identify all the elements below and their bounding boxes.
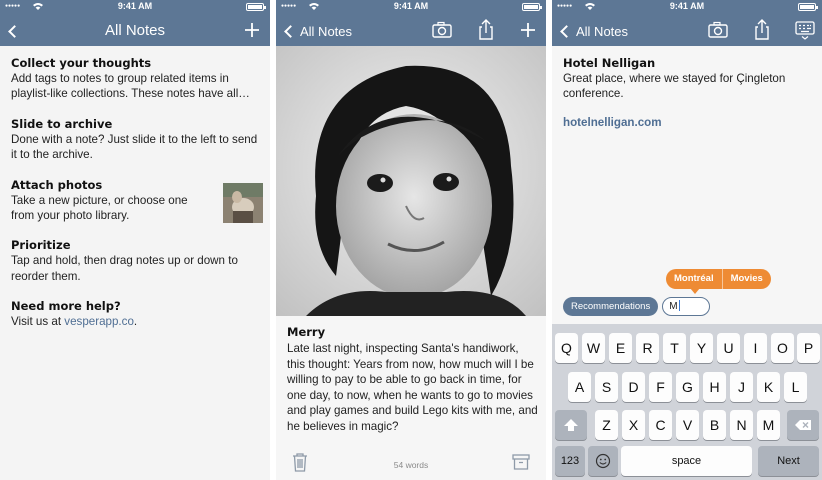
shift-arrow-icon <box>563 418 579 432</box>
note-title: Slide to archive <box>11 116 113 131</box>
archive-icon[interactable] <box>512 454 530 470</box>
note-detail-screen <box>276 0 546 480</box>
text-caret <box>679 300 680 311</box>
note-preview: Add tags to notes to group related items in playlist-like collections. These notes have all… <box>11 72 250 101</box>
camera-icon[interactable] <box>430 18 454 42</box>
popup-pointer <box>690 288 700 294</box>
key-n[interactable]: N <box>730 410 753 440</box>
key-o[interactable]: O <box>771 333 794 363</box>
share-icon[interactable] <box>750 18 774 42</box>
note-title: Need more help? <box>11 299 121 314</box>
keyboard-dismiss-icon[interactable] <box>793 18 817 42</box>
note-body: Great place, where we stayed for Çingleton conference. <box>563 72 786 101</box>
back-label: All Notes <box>300 23 353 39</box>
list-item[interactable] <box>11 298 261 329</box>
key-p[interactable]: P <box>797 333 820 363</box>
note-title: Hotel Nelligan <box>563 56 656 70</box>
keyboard <box>552 324 822 480</box>
signal-icon: ●●●●● <box>281 3 297 9</box>
status-bar <box>276 0 546 14</box>
space-key[interactable]: space <box>621 446 752 476</box>
note-content[interactable] <box>563 55 813 129</box>
word-count: 54 words <box>393 460 429 470</box>
plus-icon[interactable] <box>516 18 540 42</box>
note-edit-screen <box>552 0 822 480</box>
tag-pill[interactable]: Recommendations <box>563 297 658 316</box>
note-link[interactable]: hotelnelligan.com <box>563 115 662 129</box>
status-bar <box>0 0 270 14</box>
emoji-icon <box>595 453 611 469</box>
key-y[interactable]: Y <box>690 333 713 363</box>
signal-icon: ●●●●● <box>557 3 573 9</box>
key-l[interactable]: L <box>784 372 807 402</box>
page-title: All Notes <box>104 22 166 39</box>
numbers-key[interactable]: 123 <box>555 446 585 476</box>
note-photo[interactable] <box>276 46 546 316</box>
key-f[interactable]: F <box>649 372 672 402</box>
back-button[interactable] <box>558 20 628 42</box>
note-preview <box>11 314 261 329</box>
note-photo-thumbnail <box>223 183 263 223</box>
help-link[interactable]: vesperapp.co <box>64 315 134 329</box>
key-e[interactable]: E <box>609 333 632 363</box>
note-preview: Tap and hold, then drag notes up or down to reorder them. <box>11 254 238 283</box>
list-item[interactable] <box>11 116 261 163</box>
note-title: Prioritize <box>11 238 71 253</box>
key-r[interactable]: R <box>636 333 659 363</box>
key-u[interactable]: U <box>717 333 740 363</box>
signal-icon: ●●●●● <box>5 3 21 9</box>
tag-suggestion[interactable]: Movies <box>723 269 771 289</box>
note-title: Collect your thoughts <box>11 56 152 70</box>
key-a[interactable]: A <box>568 372 591 402</box>
note-text: . <box>133 315 138 329</box>
note-preview: Done with a note? Just slide it to the left to send it to the archive. <box>11 132 258 162</box>
battery-icon <box>246 3 264 11</box>
key-b[interactable]: B <box>703 410 726 440</box>
status-time: 9:41 AM <box>393 1 429 11</box>
bottom-toolbar <box>276 448 546 480</box>
list-item[interactable] <box>11 177 261 224</box>
next-key[interactable]: Next <box>758 446 819 476</box>
battery-icon <box>798 3 816 11</box>
note-content[interactable] <box>287 324 539 435</box>
list-item[interactable] <box>11 237 261 284</box>
tag-bar <box>563 297 710 316</box>
key-g[interactable]: G <box>676 372 699 402</box>
key-v[interactable]: V <box>676 410 699 440</box>
note-body: Late last night, inspecting Santa's handiwork, this thought: Years from now, how much will I be willing to pay to be able to go back in time, for one day, to now, when he wants to go to movies and play games and build Lego kits with me, and he believes in magic? <box>287 342 538 433</box>
status-time: 9:41 AM <box>117 1 153 11</box>
notes-list <box>11 55 261 344</box>
tag-input[interactable] <box>662 297 710 316</box>
key-w[interactable]: W <box>582 333 605 363</box>
status-time: 9:41 AM <box>669 1 705 11</box>
shift-key[interactable] <box>555 410 587 440</box>
tag-suggestions <box>666 269 771 289</box>
key-s[interactable]: S <box>595 372 618 402</box>
key-i[interactable]: I <box>744 333 767 363</box>
key-z[interactable]: Z <box>595 410 618 440</box>
list-item[interactable] <box>11 55 261 102</box>
key-c[interactable]: C <box>649 410 672 440</box>
camera-icon[interactable] <box>706 18 730 42</box>
key-m[interactable]: M <box>757 410 780 440</box>
key-j[interactable]: J <box>730 372 753 402</box>
tag-input-value: M <box>669 301 678 312</box>
all-notes-screen <box>0 0 270 480</box>
chevron-left-icon <box>284 25 297 38</box>
emoji-key[interactable] <box>588 446 618 476</box>
note-title: Attach photos <box>11 177 103 192</box>
back-button[interactable] <box>282 20 352 42</box>
status-bar <box>552 0 822 14</box>
plus-icon[interactable] <box>240 18 264 42</box>
note-title: Merry <box>287 325 326 339</box>
header <box>0 0 270 46</box>
header <box>276 0 546 46</box>
chevron-left-icon <box>560 25 573 38</box>
note-preview: Take a new picture, or choose one from your photo library. <box>11 193 188 223</box>
key-t[interactable]: T <box>663 333 686 363</box>
note-text: Visit us at <box>11 315 65 329</box>
tag-suggestion[interactable]: Montréal <box>666 269 723 289</box>
key-k[interactable]: K <box>757 372 780 402</box>
navbar <box>0 14 270 46</box>
key-d[interactable]: D <box>622 372 645 402</box>
delete-key[interactable] <box>787 410 819 440</box>
back-label: All Notes <box>576 23 629 39</box>
header <box>552 0 822 46</box>
navbar <box>276 14 546 46</box>
navbar <box>552 14 822 46</box>
key-q[interactable]: Q <box>555 333 578 363</box>
backspace-icon <box>794 419 812 431</box>
key-h[interactable]: H <box>703 372 726 402</box>
share-icon[interactable] <box>474 18 498 42</box>
key-x[interactable]: X <box>622 410 645 440</box>
battery-icon <box>522 3 540 11</box>
